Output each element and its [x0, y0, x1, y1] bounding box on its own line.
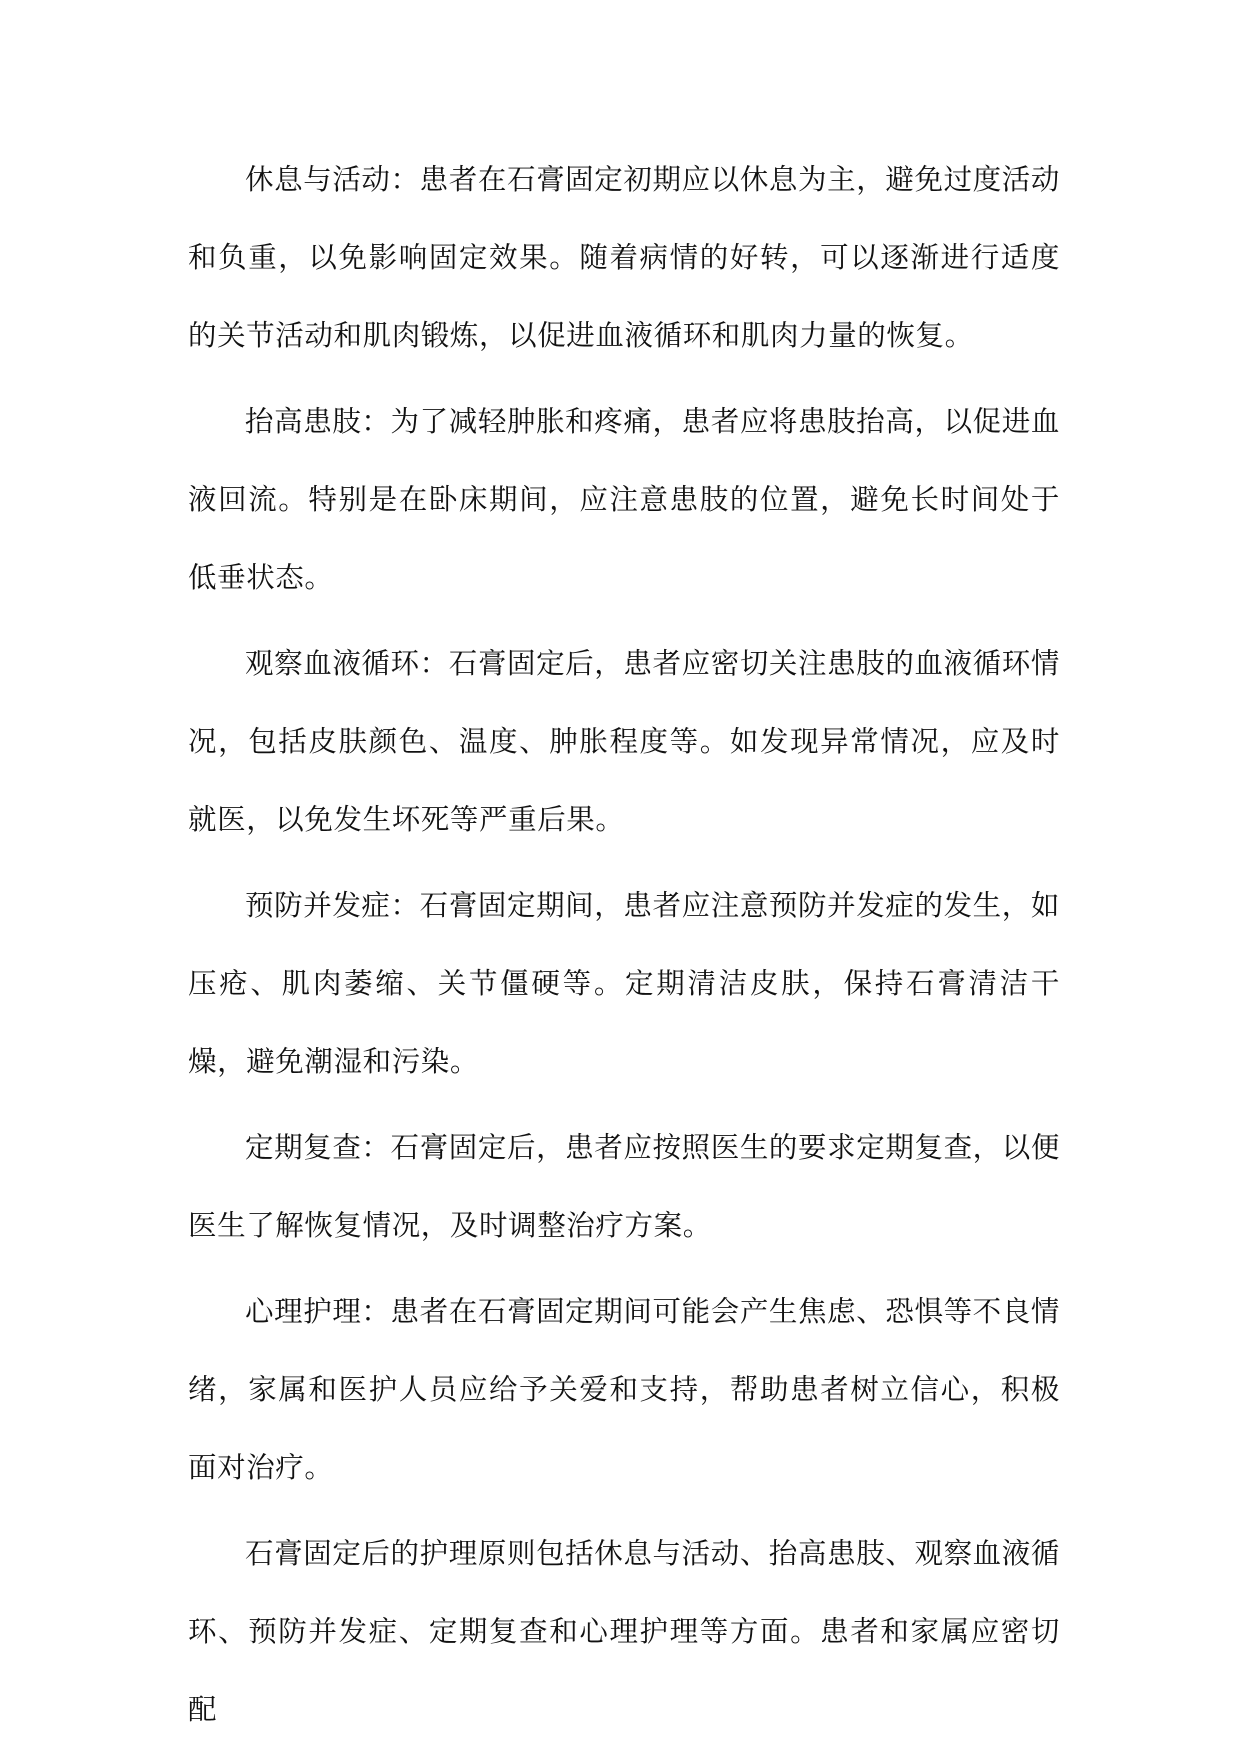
paragraph-regular-checkup: 定期复查：石膏固定后，患者应按照医生的要求定期复查，以便医生了解恢复情况，及时调整治疗方案。 [188, 1131, 1060, 1242]
paragraph-prevent-complications: 预防并发症：石膏固定期间，患者应注意预防并发症的发生，如压疮、肌肉萎缩、关节僵硬等。定期清洁皮肤，保持石膏清洁干燥，避免潮湿和污染。 [188, 889, 1060, 1078]
paragraph-psychological-care: 心理护理：患者在石膏固定期间可能会产生焦虑、恐惧等不良情绪，家属和医护人员应给予关爱和支持，帮助患者树立信心，积极面对治疗。 [188, 1295, 1060, 1484]
document-body [188, 141, 1060, 1757]
paragraph-rest-and-activity: 休息与活动：患者在石膏固定初期应以休息为主，避免过度活动和负重，以免影响固定效果。随着病情的好转，可以逐渐进行适度的关节活动和肌肉锻炼，以促进血液循环和肌肉力量的恢复。 [188, 163, 1060, 352]
paragraph-observe-circulation: 观察血液循环：石膏固定后，患者应密切关注患肢的血液循环情况，包括皮肤颜色、温度、肿胀程度等。如发现异常情况，应及时就医，以免发生坏死等严重后果。 [188, 647, 1060, 836]
paragraph-summary: 石膏固定后的护理原则包括休息与活动、抬高患肢、观察血液循环、预防并发症、定期复查和心理护理等方面。患者和家属应密切配 [188, 1537, 1060, 1726]
paragraph-elevate-limb: 抬高患肢：为了减轻肿胀和疼痛，患者应将患肢抬高，以促进血液回流。特别是在卧床期间，应注意患肢的位置，避免长时间处于低垂状态。 [188, 405, 1060, 594]
